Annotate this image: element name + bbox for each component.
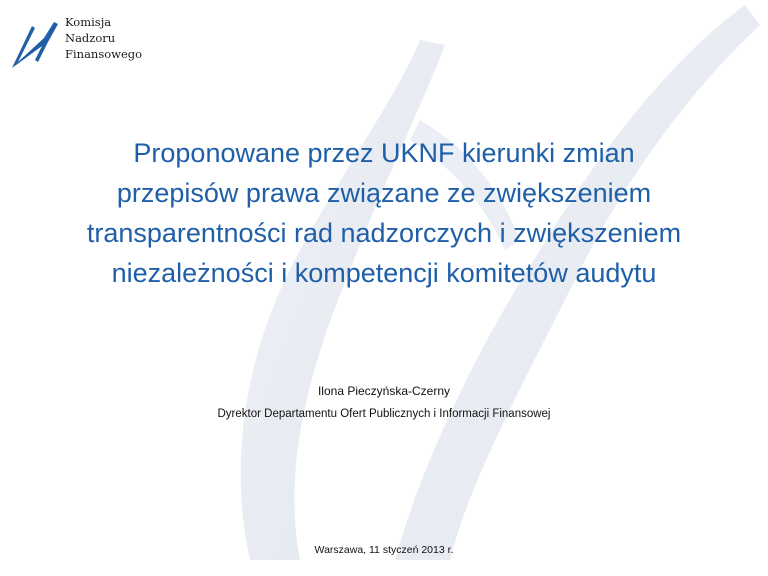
logo-line-1: Komisja: [65, 15, 112, 29]
slide-date: Warszawa, 11 styczeń 2013 r.: [314, 544, 454, 556]
slide-title: [30, 133, 738, 293]
title-line-3: transparentności rad nadzorczych i zwiększeniem: [86, 218, 682, 248]
logo-line-2: Nadzoru: [65, 31, 116, 45]
knf-logo-mark-icon: [8, 16, 66, 74]
logo-line-3: Finansowego: [65, 47, 143, 61]
logo-text: [65, 14, 142, 62]
title-line-2: przepisów prawa związane ze zwiększeniem: [116, 178, 652, 208]
presenter-role: Dyrektor Departamentu Ofert Publicznych i Informacji Finansowej: [217, 408, 551, 420]
title-line-1: Proponowane przez UKNF kierunki zmian: [133, 138, 635, 168]
title-line-4: niezależności i kompetencji komitetów audytu: [111, 258, 657, 288]
knf-logo: [8, 14, 148, 74]
presenter-name: Ilona Pieczyńska-Czerny: [317, 384, 451, 398]
